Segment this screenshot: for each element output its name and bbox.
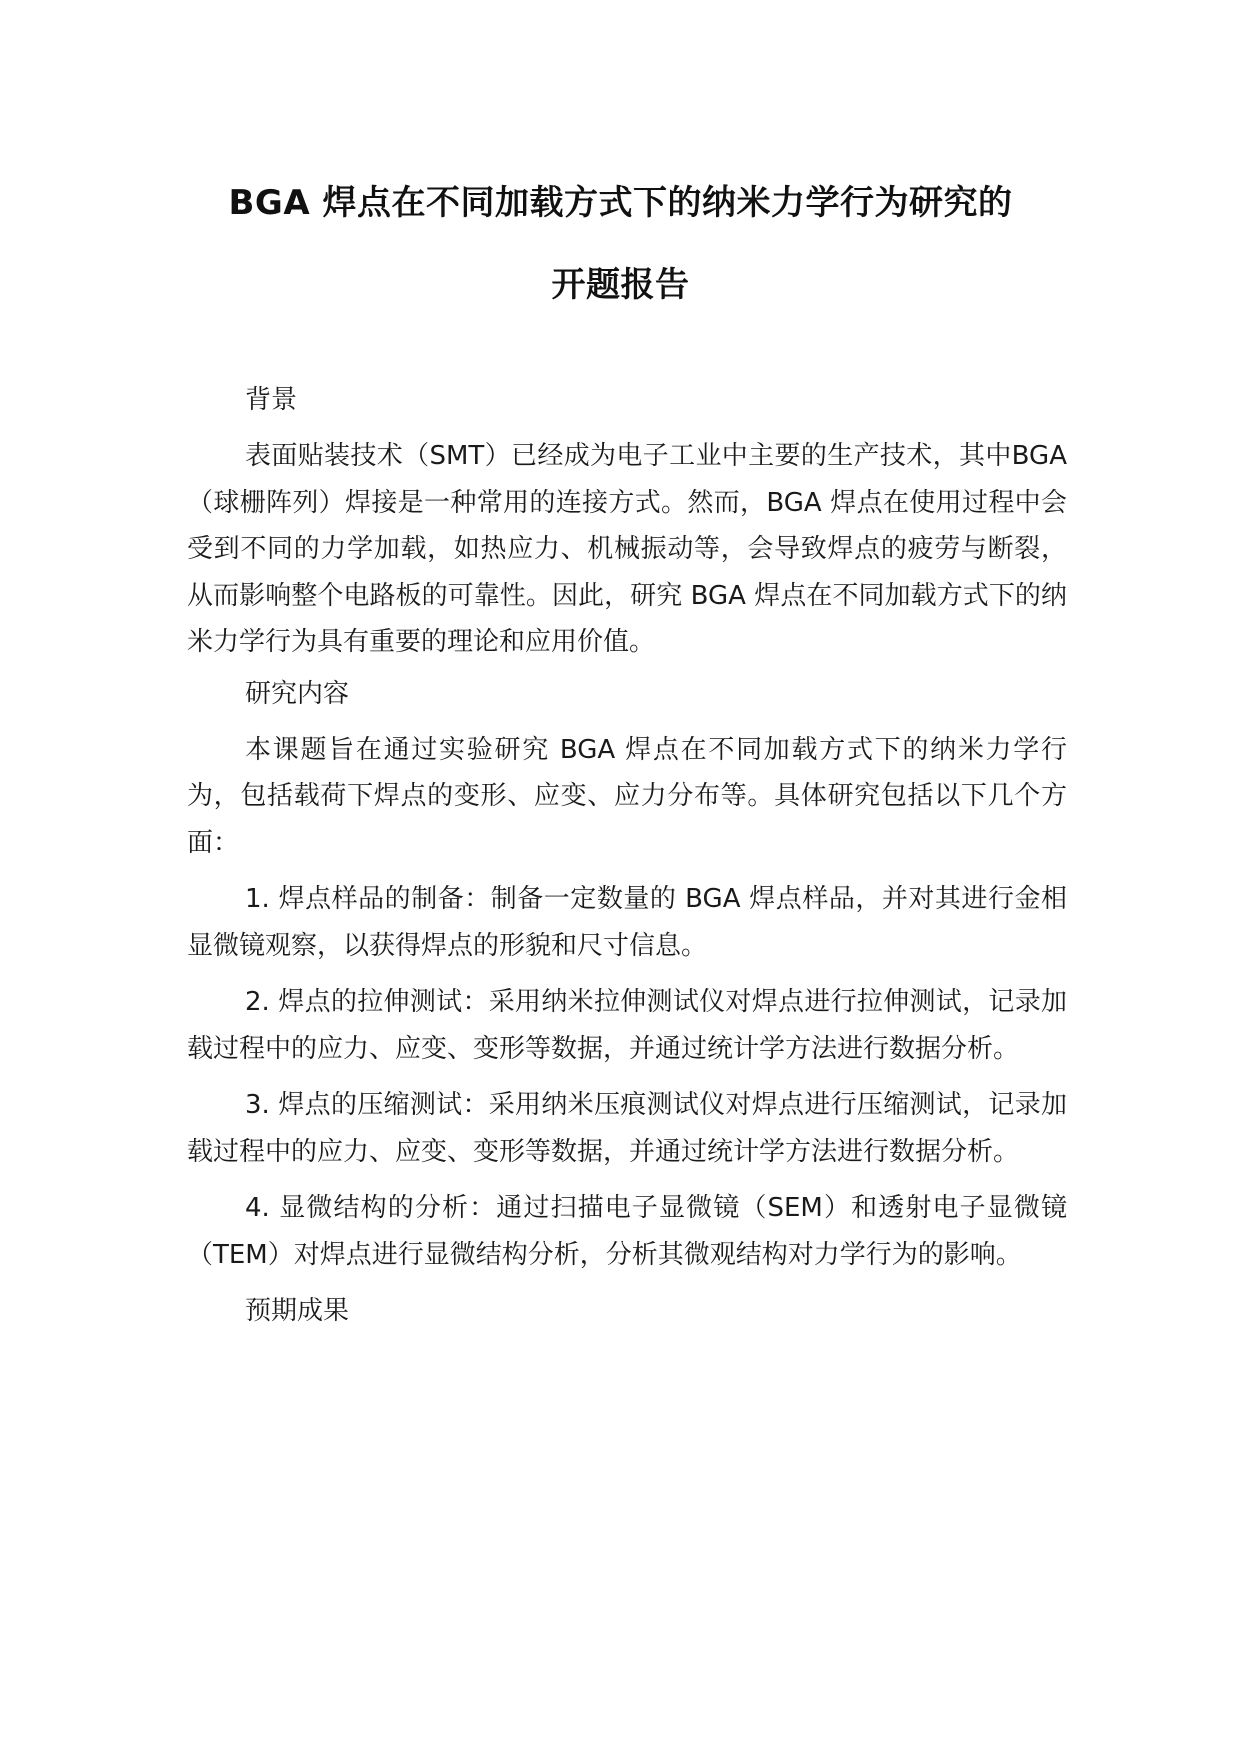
research-item-1: 1. 焊点样品的制备：制备一定数量的 BGA 焊点样品，并对其进行金相显微镜观察，以获得焊点的形貌和尺寸信息。	[187, 884, 1067, 961]
section-heading-background: 背景	[245, 385, 298, 415]
section-heading-research: 研究内容	[245, 678, 350, 709]
research-item-2: 2. 焊点的拉伸测试：采用纳米拉伸测试仪对焊点进行拉伸测试，记录加载过程中的应力、应变、变形等数据，并通过统计学方法进行数据分析。	[187, 987, 1067, 1064]
background-paragraph: 表面贴装技术（SMT）已经成为电子工业中主要的生产技术，其中BGA（球栅阵列）焊接是一种常用的连接方式。然而，BGA 焊点在使用过程中会受到不同的力学加载，如热应力、机械振动等，会导致焊点的疲劳与断裂，从而影响整个电路板的可靠性。因此，研究 BGA 焊点在不同加载方式下的纳米力学行为具有重要的理论和应用价值。	[187, 441, 1067, 657]
document-body	[187, 377, 1067, 1334]
document-title-line-2: 开题报告	[551, 265, 690, 305]
research-item-4: 4. 显微结构的分析：通过扫描电子显微镜（SEM）和透射电子显微镜（TEM）对焊点进行显微结构分析，分析其微观结构对力学行为的影响。	[187, 1193, 1067, 1270]
section-heading-results: 预期成果	[245, 1296, 350, 1326]
research-item-3: 3. 焊点的压缩测试：采用纳米压痕测试仪对焊点进行压缩测试，记录加载过程中的应力、应变、变形等数据，并通过统计学方法进行数据分析。	[187, 1090, 1067, 1167]
document-title-line-1: BGA 焊点在不同加载方式下的纳米力学行为研究的	[228, 183, 1013, 223]
research-intro-paragraph: 本课题旨在通过实验研究 BGA 焊点在不同加载方式下的纳米力学行为，包括载荷下焊点的变形、应变、应力分布等。具体研究包括以下几个方面：	[187, 734, 1067, 858]
